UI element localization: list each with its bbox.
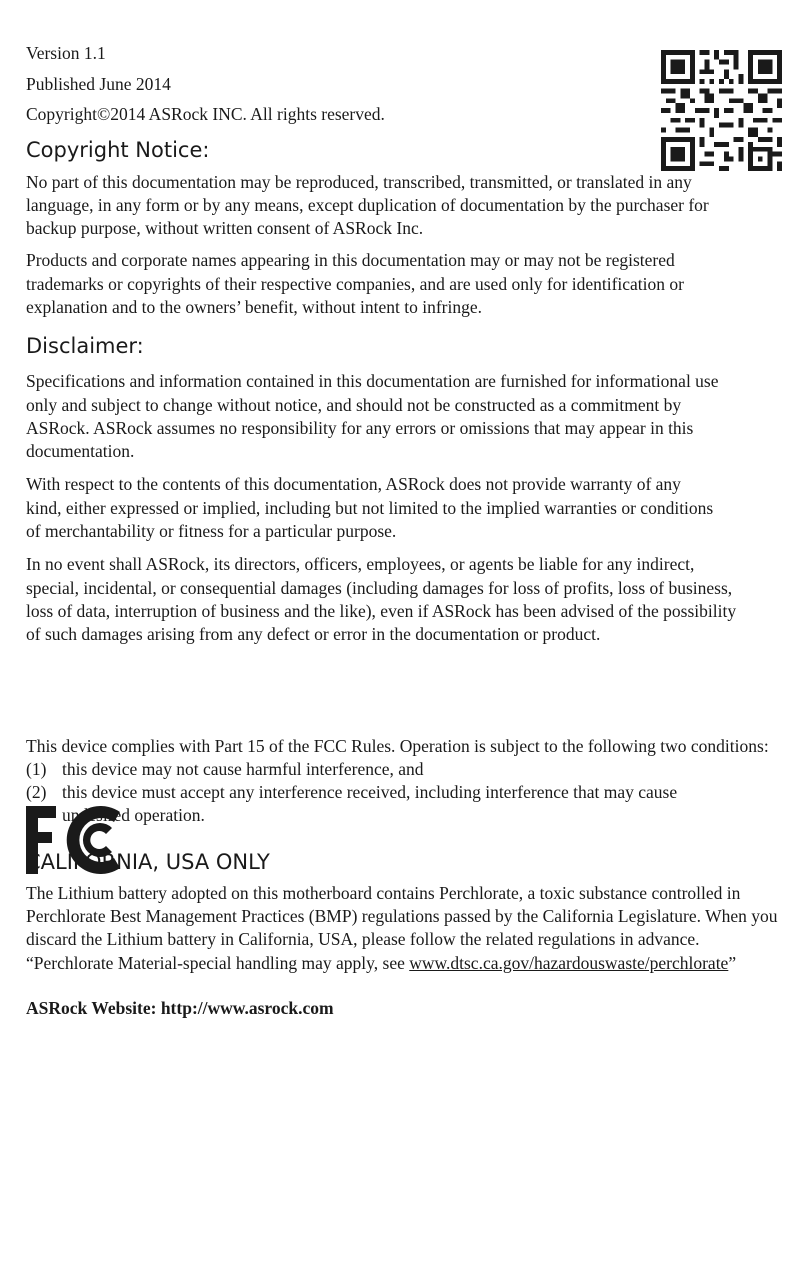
list-item bbox=[26, 781, 726, 828]
version-line: Version 1.1 bbox=[26, 43, 106, 63]
fcc-conditions-list bbox=[26, 758, 726, 828]
copyright-notice-heading: Copyright Notice: bbox=[26, 137, 210, 162]
perchlorate-quote bbox=[26, 952, 782, 975]
fcc-intro: This device complies with Part 15 of the FCC Rules. Operation is subject to the following two conditions: bbox=[26, 735, 769, 756]
california-paragraph: The Lithium battery adopted on this motherboard contains Perchlorate, a toxic substance controlled in Perchlorate Best Management Practices (BMP) regulations passed by the California Legislature. When you discard the Lithium battery in California, USA, please follow the related regulations in advance. bbox=[26, 882, 778, 950]
asrock-website: ASRock Website: http://www.asrock.com bbox=[26, 997, 334, 1018]
list-item-number: (1) bbox=[26, 758, 47, 779]
list-item-text: this device must accept any interference received, including interference that may cause undesired operation. bbox=[62, 782, 678, 826]
quote-suffix: ” bbox=[728, 952, 737, 973]
dtsc-link[interactable]: www.dtsc.ca.gov/hazardouswaste/perchlorate bbox=[409, 952, 729, 973]
published-line: Published June 2014 bbox=[26, 73, 171, 94]
copyright-paragraph-2: Products and corporate names appearing in this documentation may or may not be registered trademarks or copyrights of their respective companies, and are used only for identification or explanation and to the owners’ benefit, without intent to infringe. bbox=[26, 250, 684, 317]
list-item-text: this device may not cause harmful interference, and bbox=[62, 758, 424, 779]
list-item-number: (2) bbox=[26, 782, 47, 803]
disclaimer-paragraph-3: In no event shall ASRock, its directors, officers, employees, or agents be liable for any indirect, special, incidental, or consequential damages (including damages for loss of profits, loss of business, loss of data, interruption of business and the like), even if ASRock has been advised of the possibility of such damages arising from any defect or error in the documentation or product. bbox=[26, 554, 737, 645]
list-item bbox=[26, 758, 726, 781]
disclaimer-heading: Disclaimer: bbox=[26, 334, 144, 359]
disclaimer-paragraph-1: Specifications and information contained in this documentation are furnished for informational use only and subject to change without notice, and should not be constructed as a commitment by ASRock. ASRock assumes no responsibility for any errors or omissions that may appear in this documentation. bbox=[26, 371, 719, 462]
california-heading: CALIFORNIA, USA ONLY bbox=[26, 849, 270, 874]
copyright-line: Copyright©2014 ASRock INC. All rights reserved. bbox=[26, 104, 385, 124]
document-page bbox=[26, 38, 786, 1020]
disclaimer-paragraph-2: With respect to the contents of this documentation, ASRock does not provide warranty of any kind, either expressed or implied, including but not limited to the implied warranties or conditions of merchantability or fitness for a particular purpose. bbox=[26, 474, 714, 542]
quote-prefix: “Perchlorate Material-special handling may apply, see bbox=[26, 952, 410, 973]
copyright-paragraph-1: No part of this documentation may be reproduced, transcribed, transmitted, or translated in any language, in any form or by any means, except duplication of documentation by the purchaser for backup purpose, without written consent of ASRock Inc. bbox=[26, 171, 709, 239]
